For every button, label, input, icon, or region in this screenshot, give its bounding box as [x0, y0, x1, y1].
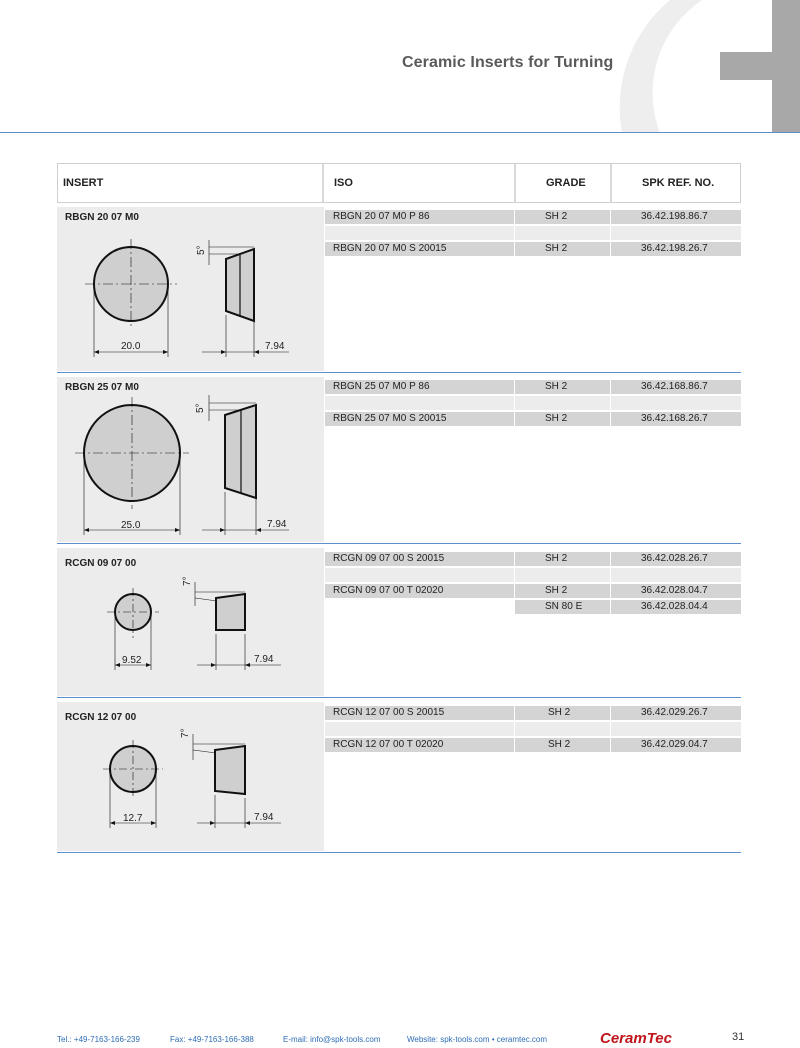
grade-cell: SH 2	[515, 242, 610, 256]
table-row	[325, 738, 741, 752]
insert-drawing-panel	[57, 702, 324, 851]
iso-cell	[325, 396, 514, 410]
grade-cell: SN 80 E	[515, 600, 610, 614]
section-divider	[57, 372, 741, 373]
iso-cell	[325, 568, 514, 582]
ref-cell	[611, 568, 741, 582]
insert-name: RCGN 09 07 00	[65, 558, 137, 569]
footer-tel: Tel.: +49-7163-166-239	[57, 1035, 140, 1044]
header-divider	[0, 132, 800, 133]
iso-cell: RBGN 25 07 M0 S 20015	[325, 412, 514, 426]
table-row	[325, 706, 741, 720]
iso-cell	[325, 722, 514, 736]
table-row	[325, 210, 741, 224]
column-divider	[322, 164, 324, 202]
angle-label: 7°	[182, 576, 193, 586]
page-number: 31	[732, 1031, 745, 1043]
table-row	[325, 242, 741, 256]
table-row	[325, 380, 741, 394]
ref-cell: 36.42.198.86.7	[611, 210, 741, 224]
iso-cell: RBGN 20 07 M0 P 86	[325, 210, 514, 224]
insert-drawing	[57, 548, 324, 696]
ref-cell: 36.42.028.04.7	[611, 584, 741, 598]
ceramtec-logo: CeramTec	[600, 1030, 672, 1047]
grade-cell: SH 2	[515, 706, 610, 720]
ref-cell: 36.42.168.26.7	[611, 412, 741, 426]
page-title: Ceramic Inserts for Turning	[402, 54, 614, 71]
insert-drawing-panel	[57, 207, 324, 371]
table-row	[325, 412, 741, 426]
ref-cell	[611, 722, 741, 736]
insert-section	[57, 377, 741, 544]
table-row	[325, 396, 741, 410]
section-divider	[57, 852, 741, 853]
grade-cell: SH 2	[515, 380, 610, 394]
angle-label: 5°	[196, 245, 207, 255]
insert-name: RBGN 25 07 M0	[65, 382, 139, 393]
insert-drawing-panel	[57, 377, 324, 542]
column-header-ref: SPK REF. NO.	[642, 177, 715, 189]
table-header	[57, 163, 741, 203]
iso-cell: RBGN 20 07 M0 S 20015	[325, 242, 514, 256]
table-row	[325, 552, 741, 566]
diameter-label: 25.0	[121, 520, 141, 531]
grade-cell: SH 2	[515, 210, 610, 224]
iso-cell: RCGN 09 07 00 T 02020	[325, 584, 514, 598]
insert-drawing	[57, 377, 324, 542]
grade-cell: SH 2	[515, 552, 610, 566]
insert-section	[57, 702, 741, 853]
grade-cell: SH 2	[515, 584, 610, 598]
grade-cell	[515, 226, 610, 240]
column-divider	[610, 164, 612, 202]
footer-fax: Fax: +49-7163-166-388	[170, 1035, 254, 1044]
thickness-label: 7.94	[267, 519, 287, 530]
insert-name: RCGN 12 07 00	[65, 712, 137, 723]
diameter-label: 9.52	[122, 655, 142, 666]
ref-cell	[611, 396, 741, 410]
diameter-label: 20.0	[121, 341, 141, 352]
iso-cell	[325, 226, 514, 240]
insert-drawing	[57, 207, 324, 371]
iso-cell: RCGN 12 07 00 S 20015	[325, 706, 514, 720]
section-divider	[57, 543, 741, 544]
column-header-iso: ISO	[334, 177, 353, 189]
ref-cell: 36.42.029.04.7	[611, 738, 741, 752]
thickness-label: 7.94	[254, 654, 274, 665]
table-row	[325, 600, 741, 614]
column-header-insert: INSERT	[63, 177, 104, 189]
footer-email[interactable]: E-mail: info@spk-tools.com	[283, 1035, 381, 1044]
table-row	[325, 568, 741, 582]
footer-website[interactable]: Website: spk-tools.com • ceramtec.com	[407, 1035, 548, 1044]
insert-drawing	[57, 702, 324, 851]
thickness-label: 7.94	[265, 341, 285, 352]
thickness-label: 7.94	[254, 812, 274, 823]
grade-cell: SH 2	[515, 412, 610, 426]
diameter-label: 12.7	[123, 813, 143, 824]
iso-cell	[325, 600, 514, 614]
insert-section	[57, 207, 741, 373]
insert-name: RBGN 20 07 M0	[65, 212, 139, 223]
angle-label: 5°	[195, 403, 206, 413]
table-row	[325, 584, 741, 598]
grade-cell	[515, 396, 610, 410]
column-header-grade: GRADE	[546, 177, 586, 189]
ref-cell: 36.42.168.86.7	[611, 380, 741, 394]
iso-cell: RCGN 12 07 00 T 02020	[325, 738, 514, 752]
table-row	[325, 226, 741, 240]
column-divider	[514, 164, 516, 202]
iso-cell: RCGN 09 07 00 S 20015	[325, 552, 514, 566]
insert-section	[57, 548, 741, 698]
iso-cell: RBGN 25 07 M0 P 86	[325, 380, 514, 394]
table-row	[325, 722, 741, 736]
ref-cell: 36.42.028.04.4	[611, 600, 741, 614]
ref-cell	[611, 226, 741, 240]
ref-cell: 36.42.198.26.7	[611, 242, 741, 256]
ref-cell: 36.42.028.26.7	[611, 552, 741, 566]
grade-cell	[515, 568, 610, 582]
header-corner-graphic	[600, 0, 800, 133]
grade-cell: SH 2	[515, 738, 610, 752]
angle-label: 7°	[180, 728, 191, 738]
insert-drawing-panel	[57, 548, 324, 696]
grade-cell	[515, 722, 610, 736]
section-divider	[57, 697, 741, 698]
ref-cell: 36.42.029.26.7	[611, 706, 741, 720]
